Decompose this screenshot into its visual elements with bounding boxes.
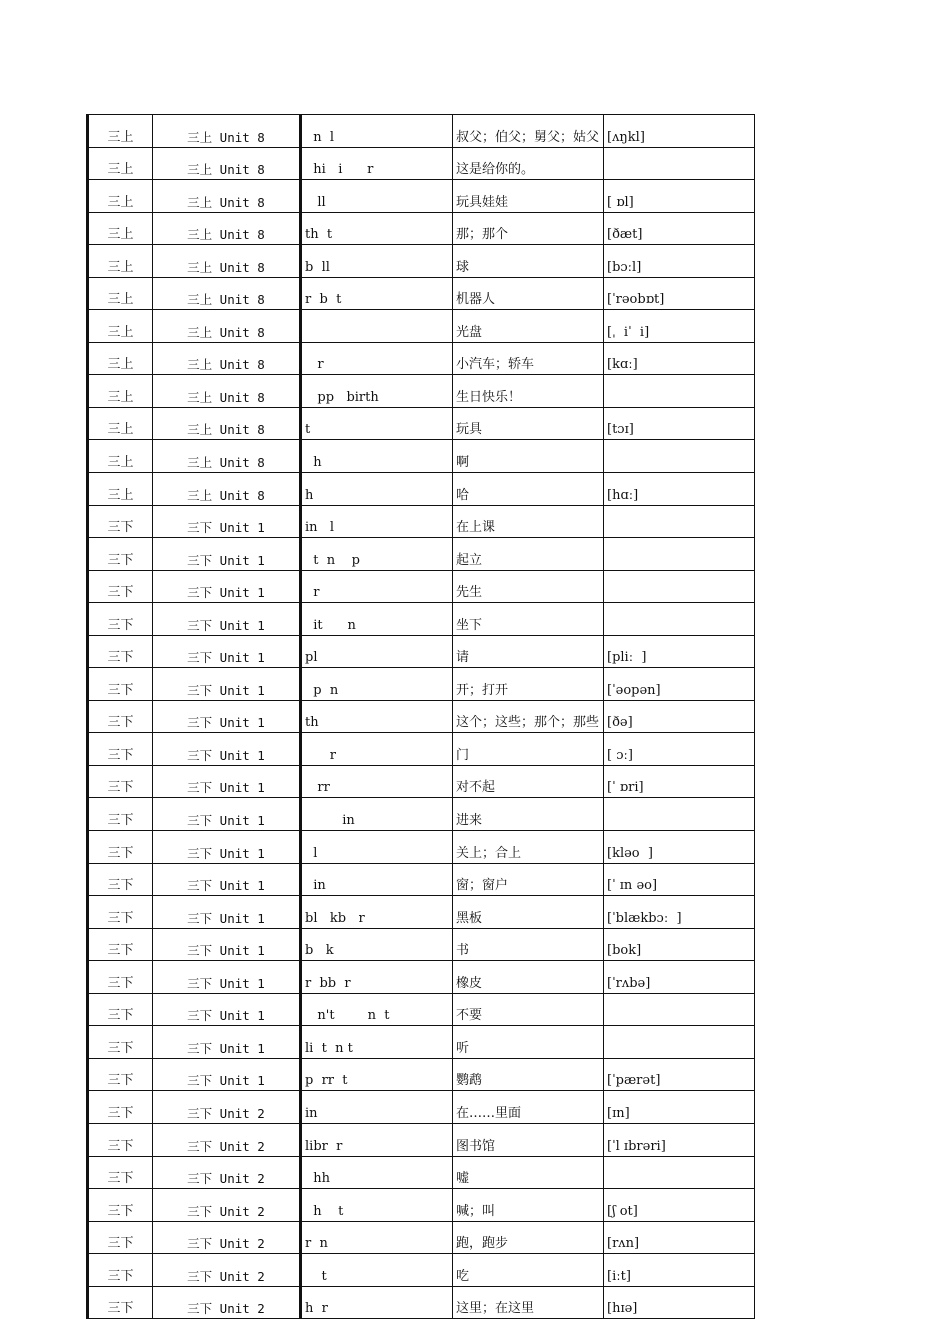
meaning-cell: 嘘 (453, 1156, 604, 1189)
phonetic-cell (604, 798, 755, 831)
grade-cell: 三下 (88, 538, 153, 571)
phonetic-cell (604, 375, 755, 408)
unit-cell: 三下 Unit 1 (153, 733, 301, 766)
grade-cell: 三上 (88, 212, 153, 245)
meaning-cell: 橡皮 (453, 961, 604, 994)
meaning-cell: 听 (453, 1026, 604, 1059)
grade-cell: 三下 (88, 896, 153, 929)
word-cell: h r (301, 1286, 453, 1319)
unit-cell: 三下 Unit 2 (153, 1091, 301, 1124)
table-row (88, 961, 755, 994)
table-row (88, 668, 755, 701)
word-cell: it n (301, 603, 453, 636)
word-cell: ll (301, 180, 453, 213)
meaning-cell: 球 (453, 245, 604, 278)
meaning-cell: 对不起 (453, 765, 604, 798)
grade-cell: 三上 (88, 440, 153, 473)
vocabulary-table-body (88, 115, 755, 1319)
meaning-cell: 那；那个 (453, 212, 604, 245)
phonetic-cell (604, 993, 755, 1026)
meaning-cell: 吃 (453, 1254, 604, 1287)
unit-cell: 三下 Unit 1 (153, 505, 301, 538)
phonetic-cell: [ ɒl] (604, 180, 755, 213)
phonetic-cell: [ ɔː] (604, 733, 755, 766)
word-cell: h (301, 473, 453, 506)
word-cell: l (301, 831, 453, 864)
unit-cell: 三上 Unit 8 (153, 147, 301, 180)
unit-cell: 三下 Unit 1 (153, 603, 301, 636)
unit-cell: 三下 Unit 1 (153, 538, 301, 571)
table-row (88, 1286, 755, 1319)
table-row (88, 1189, 755, 1222)
table-row (88, 505, 755, 538)
meaning-cell: 玩具 (453, 407, 604, 440)
phonetic-cell: [ˈ ɪn əo] (604, 863, 755, 896)
word-cell: t (301, 1254, 453, 1287)
unit-cell: 三上 Unit 8 (153, 310, 301, 343)
unit-cell: 三下 Unit 1 (153, 570, 301, 603)
table-row (88, 245, 755, 278)
unit-cell: 三下 Unit 2 (153, 1123, 301, 1156)
unit-cell: 三上 Unit 8 (153, 245, 301, 278)
word-cell: h (301, 440, 453, 473)
phonetic-cell: [kɑː] (604, 342, 755, 375)
table-row (88, 635, 755, 668)
table-row (88, 603, 755, 636)
table-row (88, 1156, 755, 1189)
table-row (88, 1221, 755, 1254)
grade-cell: 三下 (88, 570, 153, 603)
table-row (88, 212, 755, 245)
grade-cell: 三下 (88, 635, 153, 668)
unit-cell: 三上 Unit 8 (153, 473, 301, 506)
phonetic-cell (604, 440, 755, 473)
table-row (88, 342, 755, 375)
table-row (88, 473, 755, 506)
table-row (88, 180, 755, 213)
word-cell: th (301, 700, 453, 733)
grade-cell: 三下 (88, 603, 153, 636)
meaning-cell: 哈 (453, 473, 604, 506)
meaning-cell: 进来 (453, 798, 604, 831)
meaning-cell: 这是给你的。 (453, 147, 604, 180)
unit-cell: 三下 Unit 1 (153, 700, 301, 733)
grade-cell: 三下 (88, 1123, 153, 1156)
word-cell: r (301, 570, 453, 603)
phonetic-cell: [hɑː] (604, 473, 755, 506)
phonetic-cell: [ˈrʌbə] (604, 961, 755, 994)
unit-cell: 三下 Unit 1 (153, 765, 301, 798)
table-row (88, 765, 755, 798)
unit-cell: 三上 Unit 8 (153, 180, 301, 213)
grade-cell: 三下 (88, 1058, 153, 1091)
grade-cell: 三下 (88, 798, 153, 831)
phonetic-cell (604, 570, 755, 603)
unit-cell: 三上 Unit 8 (153, 115, 301, 148)
meaning-cell: 这里；在这里 (453, 1286, 604, 1319)
word-cell: pp birth (301, 375, 453, 408)
word-cell: li t n t (301, 1026, 453, 1059)
word-cell: pl (301, 635, 453, 668)
unit-cell: 三下 Unit 1 (153, 798, 301, 831)
word-cell: in l (301, 505, 453, 538)
grade-cell: 三上 (88, 407, 153, 440)
meaning-cell: 图书馆 (453, 1123, 604, 1156)
word-cell: in (301, 1091, 453, 1124)
phonetic-cell: [ˈrəobɒt] (604, 277, 755, 310)
table-row (88, 733, 755, 766)
grade-cell: 三上 (88, 245, 153, 278)
grade-cell: 三下 (88, 863, 153, 896)
grade-cell: 三下 (88, 668, 153, 701)
phonetic-cell: [ʃ ot] (604, 1189, 755, 1222)
table-row (88, 1091, 755, 1124)
grade-cell: 三下 (88, 831, 153, 864)
phonetic-cell: [ðæt] (604, 212, 755, 245)
table-row (88, 310, 755, 343)
grade-cell: 三上 (88, 310, 153, 343)
meaning-cell: 鹦鹉 (453, 1058, 604, 1091)
table-row (88, 896, 755, 929)
unit-cell: 三下 Unit 2 (153, 1286, 301, 1319)
word-cell: hi i r (301, 147, 453, 180)
unit-cell: 三下 Unit 2 (153, 1221, 301, 1254)
word-cell: b ll (301, 245, 453, 278)
unit-cell: 三下 Unit 1 (153, 863, 301, 896)
meaning-cell: 叔父；伯父；舅父；姑父 (453, 115, 604, 148)
grade-cell: 三上 (88, 375, 153, 408)
grade-cell: 三下 (88, 1286, 153, 1319)
grade-cell: 三下 (88, 1254, 153, 1287)
word-cell: p rr t (301, 1058, 453, 1091)
word-cell: r (301, 342, 453, 375)
meaning-cell: 坐下 (453, 603, 604, 636)
table-row (88, 1123, 755, 1156)
phonetic-cell (604, 147, 755, 180)
meaning-cell: 窗；窗户 (453, 863, 604, 896)
unit-cell: 三上 Unit 8 (153, 375, 301, 408)
meaning-cell: 不要 (453, 993, 604, 1026)
phonetic-cell: [ɪn] (604, 1091, 755, 1124)
table-row (88, 1058, 755, 1091)
table-row (88, 538, 755, 571)
word-cell: b k (301, 928, 453, 961)
word-cell: p n (301, 668, 453, 701)
grade-cell: 三下 (88, 765, 153, 798)
word-cell: h t (301, 1189, 453, 1222)
phonetic-cell: [ðə] (604, 700, 755, 733)
unit-cell: 三上 Unit 8 (153, 407, 301, 440)
grade-cell: 三上 (88, 277, 153, 310)
grade-cell: 三上 (88, 473, 153, 506)
table-row (88, 147, 755, 180)
phonetic-cell (604, 538, 755, 571)
phonetic-cell: [rʌn] (604, 1221, 755, 1254)
phonetic-cell: [iːt] (604, 1254, 755, 1287)
grade-cell: 三上 (88, 147, 153, 180)
phonetic-cell: [hɪə] (604, 1286, 755, 1319)
unit-cell: 三下 Unit 1 (153, 961, 301, 994)
grade-cell: 三下 (88, 700, 153, 733)
meaning-cell: 关上；合上 (453, 831, 604, 864)
table-row (88, 993, 755, 1026)
word-cell: t n p (301, 538, 453, 571)
unit-cell: 三下 Unit 1 (153, 928, 301, 961)
word-cell: n l (301, 115, 453, 148)
meaning-cell: 光盘 (453, 310, 604, 343)
meaning-cell: 开；打开 (453, 668, 604, 701)
meaning-cell: 请 (453, 635, 604, 668)
unit-cell: 三下 Unit 1 (153, 1026, 301, 1059)
phonetic-cell: [ʌŋkl] (604, 115, 755, 148)
grade-cell: 三下 (88, 928, 153, 961)
word-cell: r b t (301, 277, 453, 310)
phonetic-cell: [ˈl ɪbrəri] (604, 1123, 755, 1156)
table-row (88, 831, 755, 864)
grade-cell: 三上 (88, 180, 153, 213)
table-row (88, 1026, 755, 1059)
unit-cell: 三下 Unit 1 (153, 668, 301, 701)
meaning-cell: 这个；这些；那个；那些 (453, 700, 604, 733)
meaning-cell: 生日快乐！ (453, 375, 604, 408)
word-cell: n't n t (301, 993, 453, 1026)
grade-cell: 三下 (88, 1091, 153, 1124)
table-row (88, 407, 755, 440)
meaning-cell: 书 (453, 928, 604, 961)
table-row (88, 798, 755, 831)
phonetic-cell: [ˈpærət] (604, 1058, 755, 1091)
word-cell: r n (301, 1221, 453, 1254)
grade-cell: 三下 (88, 1189, 153, 1222)
table-row (88, 863, 755, 896)
unit-cell: 三下 Unit 1 (153, 1058, 301, 1091)
word-cell: rr (301, 765, 453, 798)
phonetic-cell: [pliː ] (604, 635, 755, 668)
phonetic-cell (604, 1156, 755, 1189)
table-row (88, 700, 755, 733)
phonetic-cell: [bok] (604, 928, 755, 961)
table-row (88, 928, 755, 961)
meaning-cell: 啊 (453, 440, 604, 473)
word-cell: r (301, 733, 453, 766)
unit-cell: 三下 Unit 1 (153, 635, 301, 668)
meaning-cell: 起立 (453, 538, 604, 571)
unit-cell: 三下 Unit 2 (153, 1156, 301, 1189)
grade-cell: 三下 (88, 1156, 153, 1189)
word-cell: hh (301, 1156, 453, 1189)
word-cell: bl kb r (301, 896, 453, 929)
phonetic-cell: [kləo ] (604, 831, 755, 864)
unit-cell: 三下 Unit 1 (153, 896, 301, 929)
grade-cell: 三下 (88, 1026, 153, 1059)
word-cell: in (301, 863, 453, 896)
unit-cell: 三上 Unit 8 (153, 212, 301, 245)
meaning-cell: 跑，跑步 (453, 1221, 604, 1254)
table-row (88, 440, 755, 473)
unit-cell: 三下 Unit 2 (153, 1189, 301, 1222)
word-cell: th t (301, 212, 453, 245)
word-cell (301, 310, 453, 343)
meaning-cell: 玩具娃娃 (453, 180, 604, 213)
vocabulary-table (86, 114, 755, 1319)
unit-cell: 三下 Unit 2 (153, 1254, 301, 1287)
phonetic-cell: [ˈ ɒri] (604, 765, 755, 798)
grade-cell: 三下 (88, 733, 153, 766)
phonetic-cell (604, 505, 755, 538)
word-cell: libr r (301, 1123, 453, 1156)
meaning-cell: 在上课 (453, 505, 604, 538)
unit-cell: 三上 Unit 8 (153, 440, 301, 473)
phonetic-cell: [ˈblækbɔː ] (604, 896, 755, 929)
unit-cell: 三上 Unit 8 (153, 342, 301, 375)
meaning-cell: 门 (453, 733, 604, 766)
phonetic-cell: [ˌ iˈ i] (604, 310, 755, 343)
phonetic-cell: [bɔːl] (604, 245, 755, 278)
phonetic-cell (604, 1026, 755, 1059)
word-cell: t (301, 407, 453, 440)
grade-cell: 三下 (88, 1221, 153, 1254)
grade-cell: 三下 (88, 961, 153, 994)
phonetic-cell: [tɔɪ] (604, 407, 755, 440)
table-row (88, 375, 755, 408)
phonetic-cell: [ˈəopən] (604, 668, 755, 701)
meaning-cell: 喊；叫 (453, 1189, 604, 1222)
table-row (88, 277, 755, 310)
unit-cell: 三上 Unit 8 (153, 277, 301, 310)
word-cell: r bb r (301, 961, 453, 994)
word-cell: in (301, 798, 453, 831)
table-row (88, 1254, 755, 1287)
table-row (88, 570, 755, 603)
grade-cell: 三上 (88, 115, 153, 148)
meaning-cell: 在……里面 (453, 1091, 604, 1124)
grade-cell: 三下 (88, 993, 153, 1026)
table-row (88, 115, 755, 148)
grade-cell: 三上 (88, 342, 153, 375)
meaning-cell: 机器人 (453, 277, 604, 310)
meaning-cell: 黑板 (453, 896, 604, 929)
unit-cell: 三下 Unit 1 (153, 831, 301, 864)
unit-cell: 三下 Unit 1 (153, 993, 301, 1026)
phonetic-cell (604, 603, 755, 636)
grade-cell: 三下 (88, 505, 153, 538)
meaning-cell: 小汽车；轿车 (453, 342, 604, 375)
meaning-cell: 先生 (453, 570, 604, 603)
